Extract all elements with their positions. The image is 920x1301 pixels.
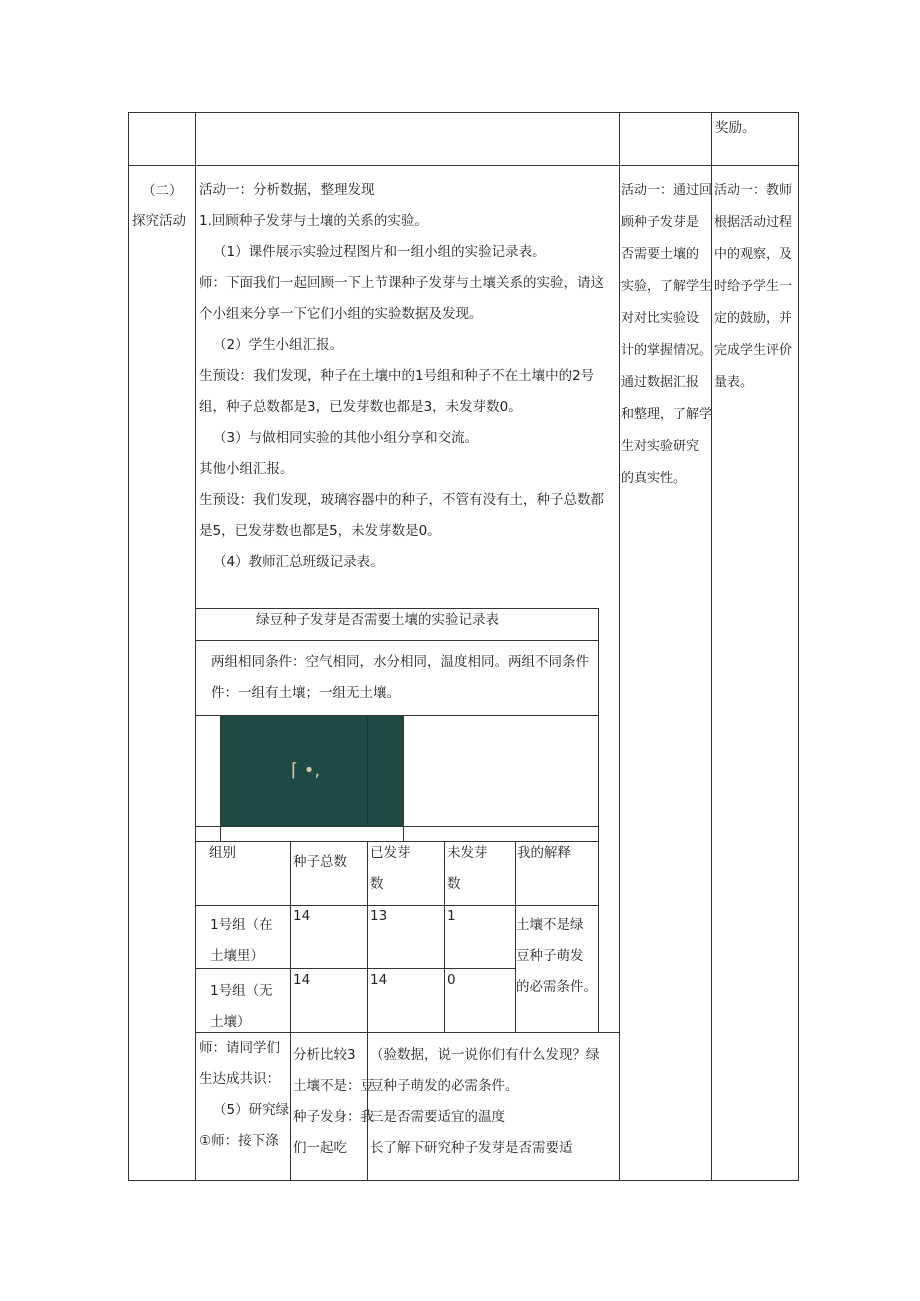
bottom-col2-line: 种子发身：我 xyxy=(293,1109,374,1125)
row1-group xyxy=(210,910,273,972)
main-line: 生预设：我们发现，玻璃容器中的种子，不管有没有土，种子总数都 xyxy=(199,492,604,508)
header-group: 组别 xyxy=(209,845,236,861)
bottom-col2-line: 土壤不是：豆 xyxy=(293,1078,374,1094)
experiment-photo xyxy=(221,716,403,826)
header-sprouted-line1: 已发芽 xyxy=(370,845,411,861)
explanation-line: 豆种子萌发 xyxy=(516,948,584,964)
intent-line: 否需要土壤的 xyxy=(621,247,700,262)
main-activity-text xyxy=(199,175,604,578)
row2-sprouted: 14 xyxy=(370,972,388,988)
section-label xyxy=(132,176,186,236)
outer-bottom-border xyxy=(128,1180,799,1181)
row1-group-line1: 1号组（在 xyxy=(210,917,273,933)
top-right-text: 奖励。 xyxy=(715,120,756,136)
bottom-col1 xyxy=(199,1033,289,1157)
photo-divider xyxy=(367,716,368,826)
row1-not-sprouted: 1 xyxy=(447,908,456,924)
bottom-col1-line: ①师：接下涤 xyxy=(199,1133,279,1149)
photo-mark: ⌈ •, xyxy=(291,760,321,781)
header-bottom-divider xyxy=(195,905,599,906)
outer-row-divider xyxy=(128,165,799,166)
eval-line: 完成学生评价 xyxy=(714,343,793,358)
outer-col-divider-2-lower xyxy=(619,608,620,1181)
main-line: （2）学生小组汇报。 xyxy=(213,337,344,353)
bottom-col3-line: 三是否需要适宜的温度 xyxy=(370,1109,505,1125)
main-line: 组，种子总数都是3，已发芽数也都是3，未发芽数0。 xyxy=(199,399,522,415)
eval-line: 时给予学生一 xyxy=(714,279,793,294)
row2-group-line2: 土壤） xyxy=(210,1014,251,1030)
col-divider-total xyxy=(290,841,291,1181)
record-conditions xyxy=(211,647,589,709)
main-line: （1）课件展示实验过程图片和一组小组的实验记录表。 xyxy=(213,244,546,260)
evaluation-text xyxy=(714,175,792,399)
record-top-border xyxy=(195,608,599,609)
eval-line: 定的鼓励，并 xyxy=(714,311,793,326)
intent-line: 和整理，了解学 xyxy=(621,407,713,422)
explanation-line: 的必需条件。 xyxy=(516,979,597,995)
explanation-line: 土壤不是绿 xyxy=(516,917,584,933)
header-not-sprouted xyxy=(447,838,488,900)
bottom-col3 xyxy=(370,1040,600,1164)
intent-line: 对对比实验设 xyxy=(621,311,700,326)
row1-total: 14 xyxy=(293,908,311,924)
bottom-col3-line: （验数据，说一说你们有什么发现？绿 xyxy=(370,1047,600,1063)
design-intent-text xyxy=(621,175,712,495)
main-line: 1.回顾种子发芽与土壤的关系的实验。 xyxy=(199,213,428,229)
header-total: 种子总数 xyxy=(293,854,347,870)
header-not-sprouted-line2: 数 xyxy=(447,876,461,892)
main-line: 师：下面我们一起回顾一下上节课种子发芽与土壤关系的实验，请这 xyxy=(199,275,604,291)
explanation-text xyxy=(516,910,597,1003)
bottom-col2-line: 分析比较3 xyxy=(293,1047,356,1063)
eval-line: 活动一：教师 xyxy=(714,183,793,198)
intent-line: 活动一：通过回 xyxy=(621,183,713,198)
row2-not-sprouted: 0 xyxy=(447,972,456,988)
row1-sprouted: 13 xyxy=(370,908,388,924)
bottom-col1-line: 生达成共识： xyxy=(199,1071,280,1087)
main-line: 其他小组汇报。 xyxy=(199,461,294,477)
section-label-line1: （二） xyxy=(142,183,183,199)
main-line: （3）与做相同实验的其他小组分享和交流。 xyxy=(213,430,479,446)
intent-line: 生对实验研究 xyxy=(621,439,700,454)
eval-line: 根据活动过程 xyxy=(714,215,793,230)
intent-line: 计的掌握情况。 xyxy=(621,343,713,358)
header-sprouted xyxy=(370,838,411,900)
row2-group-line1: 1号组（无 xyxy=(210,983,273,999)
bottom-col3-line: 豆种子萌发的必需条件。 xyxy=(370,1078,519,1094)
intent-line: 顾种子发芽是 xyxy=(621,215,700,230)
intent-line: 实验，了解学生 xyxy=(621,279,713,294)
row2-group xyxy=(210,976,273,1038)
main-line: 活动一：分析数据，整理发现 xyxy=(199,182,375,198)
header-not-sprouted-line1: 未发芽 xyxy=(447,845,488,861)
bottom-col3-line: 长了解下研究种子发芽是否需要适 xyxy=(370,1140,573,1156)
conditions-line: 件：一组有土壤；一组无土壤。 xyxy=(211,685,400,701)
row2-total: 14 xyxy=(293,972,311,988)
bottom-col2-line: 们一起吃 xyxy=(293,1140,347,1156)
outer-top-border xyxy=(128,112,799,113)
row1-group-line2: 土壤里） xyxy=(210,948,264,964)
header-sprouted-line2: 数 xyxy=(370,876,384,892)
bottom-col2 xyxy=(293,1040,374,1164)
image-bottom-divider xyxy=(195,826,599,827)
eval-line: 量表。 xyxy=(714,375,754,390)
outer-col-divider-2 xyxy=(619,112,620,608)
intent-line: 通过数据汇报 xyxy=(621,375,700,390)
main-line: 个小组来分享一下它们小组的实验数据及发现。 xyxy=(199,306,483,322)
intent-line: 的真实性。 xyxy=(621,471,687,486)
section-label-line2: 探究活动 xyxy=(132,213,186,229)
outer-col-divider-1 xyxy=(195,112,196,1181)
bottom-col1-line: （5）研究绿 xyxy=(213,1102,290,1118)
col-divider-not-sprouted xyxy=(444,841,445,1032)
main-line: （4）教师汇总班级记录表。 xyxy=(213,554,384,570)
outer-left-border xyxy=(128,112,129,1181)
conditions-line: 两组相同条件：空气相同，水分相同，温度相同。两组不同条件 xyxy=(211,654,589,670)
record-right-border xyxy=(598,608,599,1032)
image-right-border xyxy=(403,715,404,841)
record-title-divider xyxy=(195,640,599,641)
eval-line: 中的观察，及 xyxy=(714,247,793,262)
record-title: 绿豆种子发芽是否需要土壤的实验记录表 xyxy=(256,612,499,628)
bottom-col1-line: 师：请同学们 xyxy=(199,1040,280,1056)
header-explanation: 我的解释 xyxy=(517,845,571,861)
outer-right-border xyxy=(798,112,799,1181)
main-line: 是5，已发芽数也都是5，未发芽数是0。 xyxy=(199,523,441,539)
main-line: 生预设：我们发现，种子在土壤中的1号组和种子不在土壤中的2号 xyxy=(199,368,595,384)
